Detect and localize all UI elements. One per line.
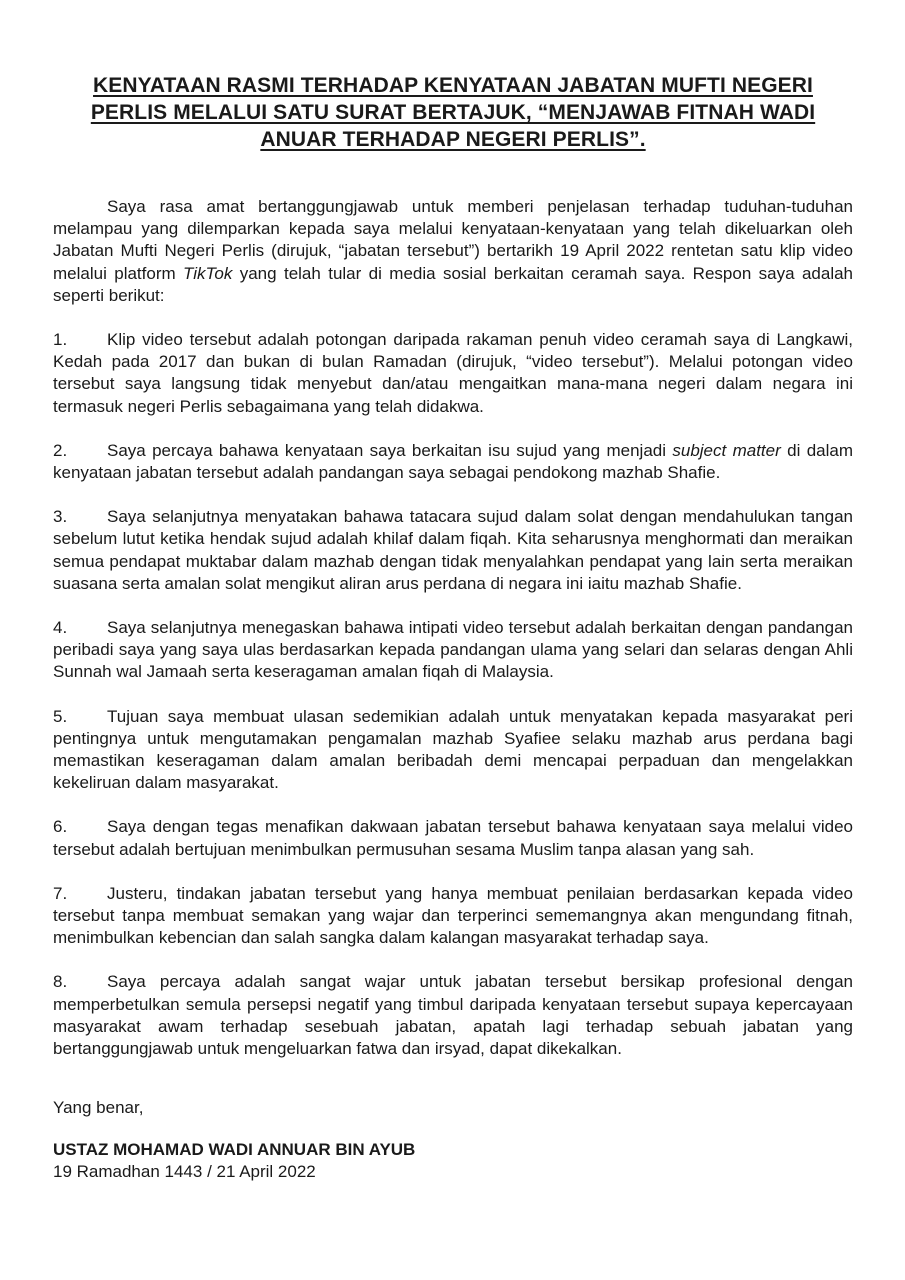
list-item: 7. Justeru, tindakan jabatan tersebut yang hanya membuat penilaian berdasarkan kepada video tersebut tanpa membuat semakan yang wajar dan terperinci sememangnya akan mengundang fitnah, menimbulkan kebencian dan salah sangka dalam kalangan masyarakat terhadap saya. — [53, 883, 853, 948]
closing-salutation: Yang benar, — [53, 1098, 144, 1118]
item-number: 8. — [53, 972, 68, 992]
list-item: 3. Saya selanjutnya menyatakan bahawa tatacara sujud dalam solat dengan mendahulukan tangan sebelum lutut ketika hendak sujud adalah khilaf dalam fiqah. Kita seharusnya menghormati dan meraikan semua pendapat muktabar dalam mazhab dengan tidak menyalahkan pendapat yang lain serta meraikan suasana serta amalan solat mengikut aliran arus perdana di negara ini iaitu mazhab Shafie. — [53, 507, 853, 593]
title-line: ANUAR TERHADAP NEGERI PERLIS”. — [260, 128, 646, 151]
item-number: 2. — [53, 440, 68, 460]
list-item: 5. Tujuan saya membuat ulasan sedemikian adalah untuk menyatakan kepada masyarakat peri pentingnya untuk mengutamakan pengamalan mazhab Syafiee selaku mazhab arus perdana bagi memastikan keseragaman dalam amalan beribadah demi mencapai perpaduan dan mengelakkan kekeliruan dalam masyarakat. — [53, 706, 853, 793]
list-item: 2. Saya percaya bahawa kenyataan saya berkaitan isu sujud yang menjadi subject matter di dalam kenyataan jabatan tersebut adalah pandangan saya sebagai pendokong mazhab Shafie. — [53, 440, 854, 483]
title-line: PERLIS MELALUI SATU SURAT BERTAJUK, “MENJAWAB FITNAH WADI — [90, 101, 816, 124]
item-number: 4. — [53, 618, 68, 638]
list-item: 8. Saya percaya adalah sangat wajar untuk jabatan tersebut bersikap profesional dengan memperbetulkan semula persepsi negatif yang timbul daripada kenyataan tersebut supaya kepercayaan masyarakat awam terhadap sesebuah jabatan, apatah lagi terhadap sebuah jabatan yang bertanggungjawab untuk mengeluarkan fatwa dan irsyad, dapat dikekalkan. — [53, 972, 853, 1059]
platform-name: TikTok — [183, 263, 233, 283]
signatory-name: USTAZ MOHAMAD WADI ANNUAR BIN AYUB — [53, 1140, 416, 1160]
letter-date: 19 Ramadhan 1443 / 21 April 2022 — [53, 1162, 316, 1182]
item-number: 6. — [53, 817, 68, 837]
intro-paragraph: Saya rasa amat bertanggungjawab untuk memberi penjelasan terhadap tuduhan-tuduhan melampau yang dilemparkan kepada saya melalui kenyataan-kenyataan yang telah dikeluarkan oleh Jabatan Mufti Negeri Perlis (dirujuk, “jabatan tersebut”) bertarikh 19 April 2022 rentetan satu klip video melalui platform TikTok yang telah tular di media sosial berkaitan ceramah saya. Respon saya adalah seperti berikut: — [53, 197, 854, 305]
list-item: 6. Saya dengan tegas menafikan dakwaan jabatan tersebut bahawa kenyataan saya melalui video tersebut adalah bertujuan menimbulkan permusuhan sesama Muslim tanpa alasan yang sah. — [53, 817, 853, 859]
list-item: 1. Klip video tersebut adalah potongan daripada rakaman penuh video ceramah saya di Langkawi, Kedah pada 2017 dan bukan di bulan Ramadan (dirujuk, “video tersebut”). Melalui potongan video tersebut saya langsung tidak menyebut dan/atau mengaitkan mana-mana negeri dalam negara ini termasuk negeri Perlis sebagaimana yang telah didakwa. — [53, 330, 853, 416]
item-number: 5. — [53, 706, 68, 726]
list-item: 4. Saya selanjutnya menegaskan bahawa intipati video tersebut adalah berkaitan dengan pandangan peribadi saya yang saya ulas berdasarkan kepada pandangan ulama yang selari dan selaras dengan Ahli Sunnah wal Jamaah serta keseragaman amalan fiqah di Malaysia. — [53, 618, 853, 682]
title-line: KENYATAAN RASMI TERHADAP KENYATAAN JABATAN MUFTI NEGERI — [93, 74, 813, 97]
document-title — [53, 72, 853, 153]
item-number: 3. — [53, 507, 68, 527]
item-number: 1. — [53, 330, 68, 350]
item-number: 7. — [53, 883, 68, 903]
